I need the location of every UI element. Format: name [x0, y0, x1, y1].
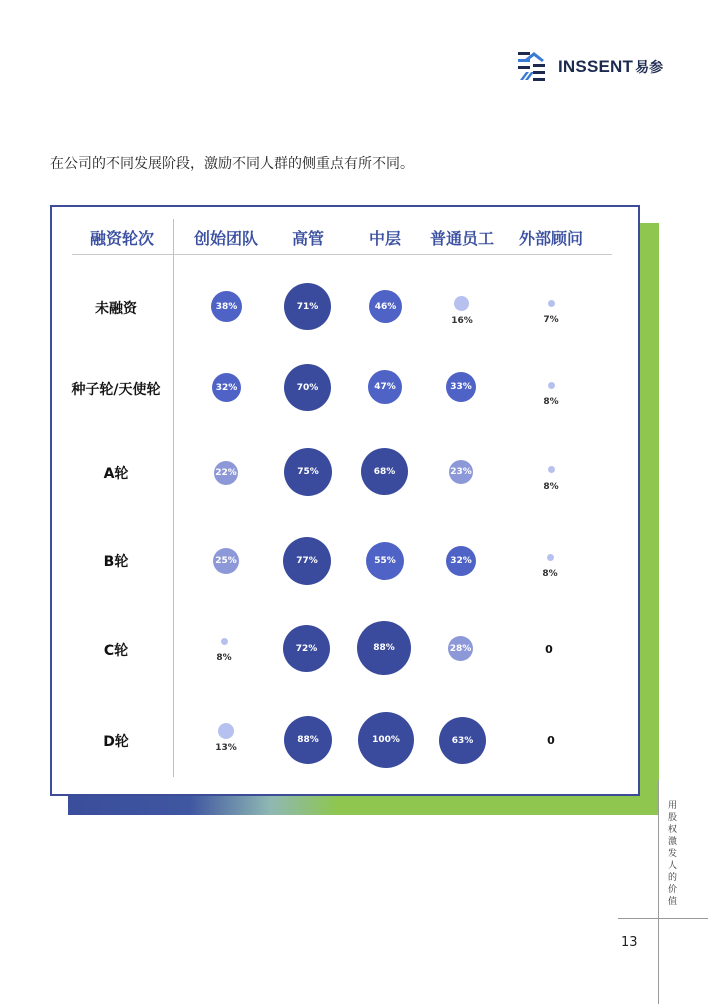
row-label-d: D轮	[103, 734, 129, 750]
bubble: 38%	[211, 291, 242, 322]
bubble: 46%	[369, 290, 402, 323]
brand-logo	[518, 50, 663, 84]
insssent-logo-icon	[518, 50, 550, 84]
bubble: 33%	[446, 372, 476, 402]
stage-incentive-table	[50, 205, 640, 796]
bubble	[548, 466, 555, 473]
label-divider	[173, 219, 174, 777]
bubble	[454, 296, 469, 311]
bubble: 22%	[214, 461, 238, 485]
header-col-executives: 高管	[291, 229, 324, 248]
margin-rule-vertical	[658, 780, 659, 1004]
bubble: 75%	[284, 448, 332, 496]
table-cell-value: 0	[545, 643, 553, 656]
brand-name-cn: 易参	[635, 60, 664, 76]
header-col-advisors: 外部顾问	[518, 229, 583, 248]
running-header: 用股权激发人的价值	[666, 800, 676, 908]
table-cell-value: 0	[547, 734, 555, 747]
bubble: 32%	[446, 546, 476, 576]
bubble	[221, 638, 228, 645]
intro-text: 在公司的不同发展阶段，激励不同人群的侧重点有所不同。	[50, 156, 414, 172]
bubble: 28%	[448, 636, 473, 661]
bubble: 32%	[212, 373, 241, 402]
header-divider	[72, 254, 612, 255]
brand-name: INSSENT	[558, 57, 634, 76]
bubble: 71%	[284, 283, 331, 330]
bubble: 88%	[284, 716, 332, 764]
page-number: 13	[621, 935, 638, 950]
margin-rule-horizontal	[618, 918, 708, 919]
bubble-value: 8%	[543, 397, 559, 407]
bubble-value: 16%	[451, 316, 473, 326]
bubble: 23%	[449, 460, 473, 484]
row-label-seed: 种子轮/天使轮	[71, 382, 161, 398]
bubble: 55%	[366, 542, 404, 580]
header-corner: 融资轮次	[89, 229, 154, 248]
bubble	[548, 382, 555, 389]
bubble: 63%	[439, 717, 486, 764]
row-label-b: B轮	[103, 554, 129, 570]
row-label-unfunded: 未融资	[95, 301, 137, 317]
bubble-value: 13%	[215, 743, 237, 753]
bubble-value: 8%	[542, 569, 558, 579]
header-col-founders: 创始团队	[193, 229, 258, 248]
header-col-middle: 中层	[368, 229, 401, 248]
header-col-employees: 普通员工	[429, 229, 494, 248]
bubble: 47%	[368, 370, 402, 404]
bubble: 77%	[283, 537, 331, 585]
bubble: 100%	[358, 712, 414, 768]
bubble-value: 8%	[216, 653, 232, 663]
bubble	[548, 300, 555, 307]
bubble: 88%	[357, 621, 411, 675]
bubble-value: 8%	[543, 482, 559, 492]
row-label-c: C轮	[103, 643, 129, 659]
decor-gradient-bar	[68, 794, 338, 815]
bubble-value: 7%	[543, 315, 559, 325]
bubble: 68%	[361, 448, 408, 495]
bubble: 25%	[213, 548, 239, 574]
bubble: 70%	[284, 364, 331, 411]
bubble	[547, 554, 554, 561]
row-label-a: A轮	[103, 466, 129, 482]
bubble: 72%	[283, 625, 330, 672]
bubble	[218, 723, 234, 739]
